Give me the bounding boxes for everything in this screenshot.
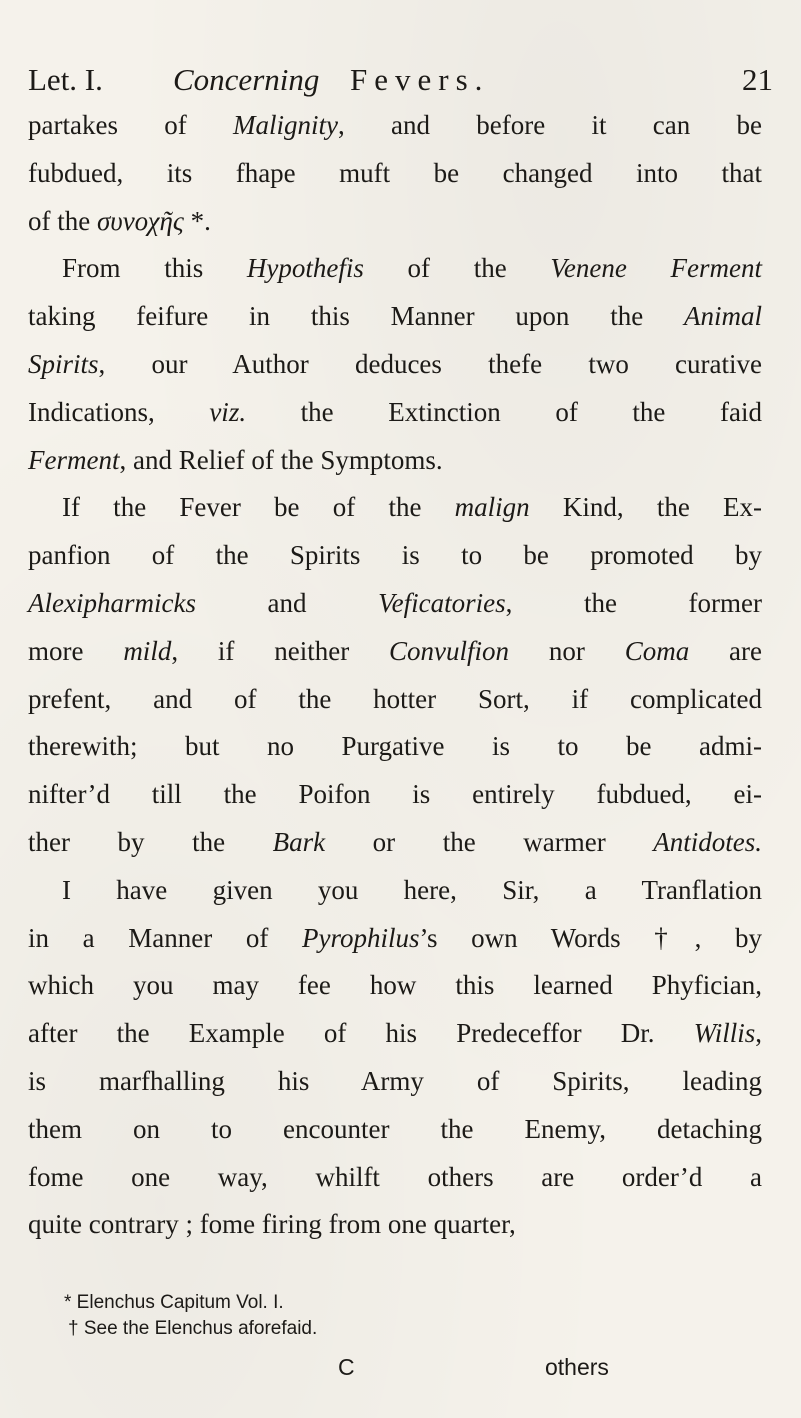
- text-line: [28, 771, 762, 819]
- text-run: are: [689, 635, 762, 666]
- text-run: more: [28, 635, 124, 666]
- footnotes: [28, 1290, 768, 1342]
- text-line: [28, 1058, 762, 1106]
- italic-run: Ferment: [28, 444, 120, 475]
- text-line: [28, 389, 762, 437]
- text-line: [28, 484, 762, 532]
- text-run: quite contrary ; fome firing from one quarter,: [28, 1209, 516, 1240]
- text-run: the Extinction of the faid: [246, 396, 762, 427]
- text-line: [28, 437, 762, 485]
- italic-run: Animal: [684, 301, 762, 332]
- text-run: of the: [363, 253, 551, 284]
- italic-run: συνοχῆς: [96, 205, 184, 236]
- text-run: nor: [509, 635, 625, 666]
- text-run: nifter’d till the Poifon is entirely fubdued, ei-: [28, 779, 762, 810]
- italic-run: Venene Ferment: [550, 253, 762, 284]
- text-run: which you may fee how this learned Phyfician,: [28, 970, 762, 1001]
- text-run: taking feifure in this Manner upon the: [28, 301, 684, 332]
- text-run: of the: [28, 205, 97, 236]
- text-line: [28, 723, 762, 771]
- italic-run: Malignity: [233, 110, 338, 140]
- header-title-caps: Fevers.: [350, 62, 490, 97]
- text-run: fome one way, whilft others are order’d a: [28, 1161, 762, 1192]
- text-run: prefent, and of the hotter Sort, if complicated: [28, 683, 762, 714]
- text-line: [28, 1154, 762, 1202]
- italic-run: Bark: [272, 826, 326, 857]
- italic-run: mild: [123, 635, 172, 666]
- text-line: [28, 867, 762, 915]
- text-run: after the Example of his Predeceffor Dr.: [28, 1018, 694, 1049]
- text-run: partakes of: [28, 110, 233, 140]
- text-line: [28, 532, 762, 580]
- page-number: 21: [742, 62, 773, 97]
- text-run: , the former: [505, 587, 762, 618]
- text-line: [28, 341, 762, 389]
- text-line: [28, 198, 762, 246]
- italic-run: Spirits: [28, 348, 99, 379]
- text-run: , our Author deduces thefe two curative: [98, 348, 762, 379]
- text-line: [28, 293, 762, 341]
- text-run: , and before it can be: [337, 110, 762, 140]
- text-line: [28, 962, 762, 1010]
- text-line: [28, 628, 762, 676]
- italic-run: Pyrophilus: [301, 922, 420, 953]
- italic-run: Alexipharmicks: [28, 587, 196, 618]
- text-run: From this: [62, 253, 247, 284]
- text-run: therewith; but no Purgative is to be admi-: [28, 731, 762, 762]
- text-run: Indications,: [28, 396, 210, 427]
- text-run: is marfhalling his Army of Spirits, leading: [28, 1065, 762, 1096]
- text-line: [28, 915, 762, 963]
- text-run: ther by the: [28, 826, 273, 857]
- text-line: [28, 1010, 762, 1058]
- text-run: them on to encounter the Enemy, detaching: [28, 1113, 762, 1144]
- catchword: others: [545, 1354, 609, 1380]
- text-run: , if neither: [171, 635, 390, 666]
- text-run: or the warmer: [325, 826, 654, 857]
- footnote-1: * Elenchus Capitum Vol. I.: [64, 1292, 284, 1313]
- italic-run: Antidotes.: [653, 826, 762, 857]
- italic-run: viz.: [209, 396, 247, 427]
- italic-run: Coma: [624, 635, 690, 666]
- text-run: and: [195, 587, 379, 618]
- text-run: If the Fever be of the: [62, 492, 455, 523]
- text-run: I have given you here, Sir, a Tranflation: [62, 874, 762, 905]
- text-line: [28, 580, 762, 628]
- italic-run: Willis: [693, 1018, 756, 1049]
- letter-number: Let. I.: [28, 62, 103, 97]
- text-run: panfion of the Spirits is to be promoted by: [28, 540, 762, 571]
- header-title-italic: Concerning: [173, 62, 320, 97]
- text-run: Kind, the Ex-: [529, 492, 762, 523]
- italic-run: malign: [454, 492, 530, 523]
- text-line: [28, 1106, 762, 1154]
- text-run: *.: [183, 205, 211, 236]
- body-text: [28, 102, 762, 1249]
- text-line: [28, 102, 762, 150]
- footnote-2: † See the Elenchus aforefaid.: [68, 1318, 318, 1339]
- text-run: , and Relief of the Symptoms.: [119, 444, 443, 475]
- italic-run: Hypothefis: [246, 253, 364, 284]
- text-run: ’s own Words †, by: [419, 922, 762, 953]
- text-line: [28, 676, 762, 724]
- text-run: ,: [755, 1018, 762, 1049]
- text-run: in a Manner of: [28, 922, 302, 953]
- text-line: [28, 1201, 762, 1249]
- text-line: [28, 150, 762, 198]
- text-line: [28, 245, 762, 293]
- text-line: [28, 819, 762, 867]
- text-run: fubdued, its fhape muft be changed into that: [28, 157, 762, 188]
- italic-run: Convulfion: [389, 635, 510, 666]
- signature-mark: C: [338, 1354, 355, 1380]
- italic-run: Veficatories: [378, 587, 506, 618]
